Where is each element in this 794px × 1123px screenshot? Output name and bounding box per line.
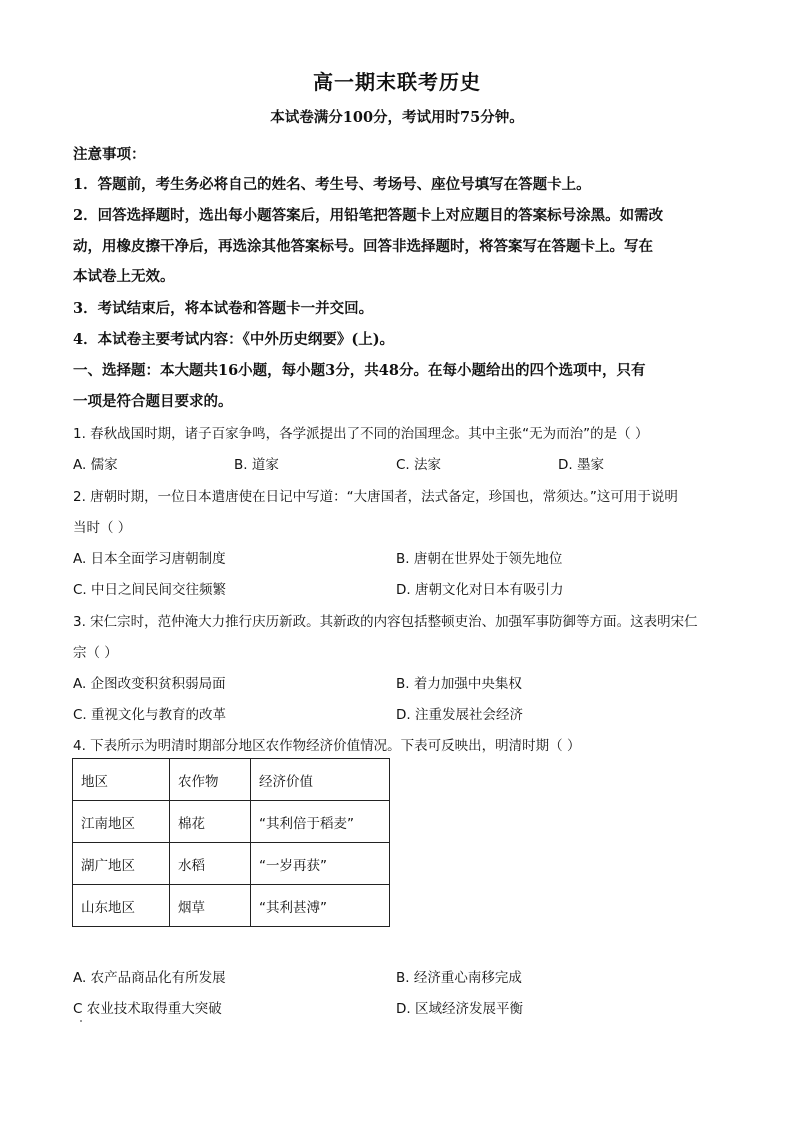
question-3-stem-line-2: 宗（ ）: [73, 645, 118, 661]
question-4-option-b: B. 经济重心南移完成: [396, 970, 522, 986]
exam-subtitle: 本试卷满分100分，考试用时75分钟。: [270, 109, 524, 126]
notice-item-2-line-3: 本试卷上无效。: [73, 268, 175, 285]
notice-item-1: 1．答题前，考生务必将自己的姓名、考生号、考场号、座位号填写在答题卡上。: [73, 176, 591, 193]
table-row: [73, 885, 390, 927]
table-cell: 江南地区: [73, 801, 170, 843]
question-2-option-b: B. 唐朝在世界处于领先地位: [396, 551, 563, 567]
table-cell: 水稻: [170, 843, 251, 885]
question-1-option-b: B. 道家: [234, 457, 279, 473]
table-cell: 棉花: [170, 801, 251, 843]
question-2-stem-line-2: 当时（ ）: [73, 520, 132, 536]
notice-heading: 注意事项：: [73, 146, 146, 163]
table-cell: 山东地区: [73, 885, 170, 927]
question-4-option-d: D. 区域经济发展平衡: [396, 1001, 523, 1017]
question-1-option-d: D. 墨家: [558, 457, 604, 473]
notice-item-4: 4．本试卷主要考试内容：《中外历史纲要》(上)。: [73, 331, 395, 348]
section-heading-line-1: 一、选择题：本大题共16小题，每小题3分，共48分。在每小题给出的四个选项中，只有: [73, 362, 646, 379]
question-1-option-a: A. 儒家: [73, 457, 118, 473]
question-2-option-a: A. 日本全面学习唐朝制度: [73, 551, 226, 567]
question-2-option-c: C. 中日之间民间交往频繁: [73, 582, 227, 598]
section-heading-line-2: 一项是符合题目要求的。: [73, 393, 233, 410]
question-3-option-d: D. 注重发展社会经济: [396, 707, 523, 723]
table-cell: “其利倍于稻麦”: [251, 801, 390, 843]
table-cell: 烟草: [170, 885, 251, 927]
table-header-row: [73, 759, 390, 801]
question-2-option-d: D. 唐朝文化对日本有吸引力: [396, 582, 564, 598]
crop-value-table: [72, 758, 390, 927]
question-1-option-c: C. 法家: [396, 457, 442, 473]
table-row: [73, 843, 390, 885]
question-3-option-c: C. 重视文化与教育的改革: [73, 707, 227, 723]
table-header-cell: 农作物: [170, 759, 251, 801]
notice-item-2-line-1: 2．回答选择题时，选出每小题答案后，用铅笔把答题卡上对应题目的答案标号涂黑。如需改: [73, 207, 664, 224]
table-cell: “其利甚溥”: [251, 885, 390, 927]
table-cell: 湖广地区: [73, 843, 170, 885]
table-header-cell: 地区: [73, 759, 170, 801]
question-4-option-a: A. 农产品商品化有所发展: [73, 970, 226, 986]
question-3-stem-line-1: 3. 宋仁宗时，范仲淹大力推行庆历新政。其新政的内容包括整顿吏治、加强军事防御等方面。这表明宋仁: [73, 614, 698, 630]
stray-dot-mark: [80, 1020, 82, 1022]
table-row: [73, 801, 390, 843]
question-3-option-b: B. 着力加强中央集权: [396, 676, 522, 692]
table-header-cell: 经济价值: [251, 759, 390, 801]
question-4-stem: 4. 下表所示为明清时期部分地区农作物经济价值情况。下表可反映出，明清时期（ ）: [73, 738, 581, 754]
notice-item-3: 3．考试结束后，将本试卷和答题卡一并交回。: [73, 300, 374, 317]
notice-item-2-line-2: 动，用橡皮擦干净后，再选涂其他答案标号。回答非选择题时，将答案写在答题卡上。写在: [73, 238, 653, 255]
table-cell: “一岁再获”: [251, 843, 390, 885]
question-2-stem-line-1: 2. 唐朝时期，一位日本遣唐使在日记中写道：“大唐国者，法式备定，珍国也，常须达。”这可用于说明: [73, 489, 678, 505]
question-4-option-c: C 农业技术取得重大突破: [73, 1001, 222, 1017]
question-3-option-a: A. 企图改变积贫积弱局面: [73, 676, 226, 692]
question-1-stem: 1. 春秋战国时期，诸子百家争鸣，各学派提出了不同的治国理念。其中主张“无为而治”的是（ ）: [73, 426, 649, 442]
page-title: 高一期末联考历史: [313, 70, 481, 94]
